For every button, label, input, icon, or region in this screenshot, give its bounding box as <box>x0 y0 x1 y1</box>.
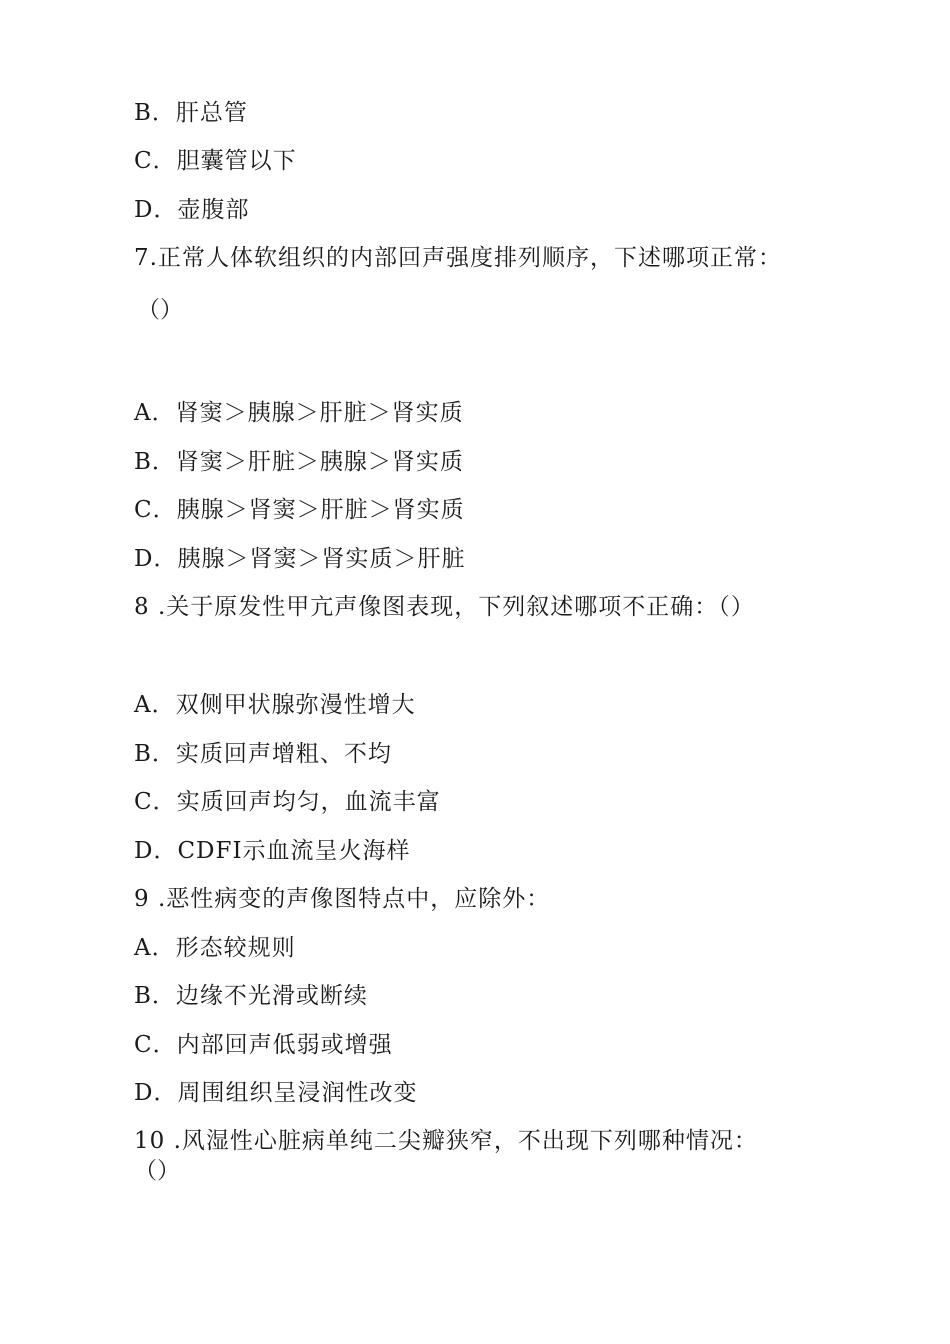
q7-option-d: D．胰腺＞肾窦＞肾实质＞肝脏 <box>134 546 466 572</box>
q9-question-text: 9 .恶性病变的声像图特点中，应除外： <box>134 886 551 912</box>
q10-question-text: 10 .风湿性心脏病单纯二尖瓣狭窄，不出现下列哪种情况： <box>134 1128 758 1154</box>
q9-option-d: D．周围组织呈浸润性改变 <box>134 1080 418 1106</box>
q8-option-d: D．CDFI示血流呈火海样 <box>134 838 411 864</box>
q7-option-c: C．胰腺＞肾窦＞肝脏＞肾实质 <box>134 497 465 523</box>
q6-option-b: B．肝总管 <box>134 100 248 126</box>
q7-answer-blank: （） <box>137 297 183 323</box>
q10-answer-blank: （） <box>134 1158 180 1184</box>
q8-question-text: 8 .关于原发性甲亢声像图表现，下列叙述哪项不正确：（） <box>134 594 755 620</box>
q9-option-b: B．边缘不光滑或断续 <box>134 983 368 1009</box>
q8-option-a: A．双侧甲状腺弥漫性增大 <box>134 692 416 718</box>
q7-option-a: A．肾窦＞胰腺＞肝脏＞肾实质 <box>134 400 464 426</box>
q6-option-d: D．壶腹部 <box>134 197 250 223</box>
q6-option-c: C．胆囊管以下 <box>134 148 297 174</box>
q8-option-b: B．实质回声增粗、不均 <box>134 741 392 767</box>
q8-option-c: C．实质回声均匀，血流丰富 <box>134 789 441 815</box>
q7-question-text: 7.正常人体软组织的内部回声强度排列顺序，下述哪项正常： <box>134 245 782 271</box>
q7-option-b: B．肾窦＞肝脏＞胰腺＞肾实质 <box>134 449 464 475</box>
q9-option-a: A．形态较规则 <box>134 935 296 961</box>
q9-option-c: C．内部回声低弱或增强 <box>134 1032 393 1058</box>
